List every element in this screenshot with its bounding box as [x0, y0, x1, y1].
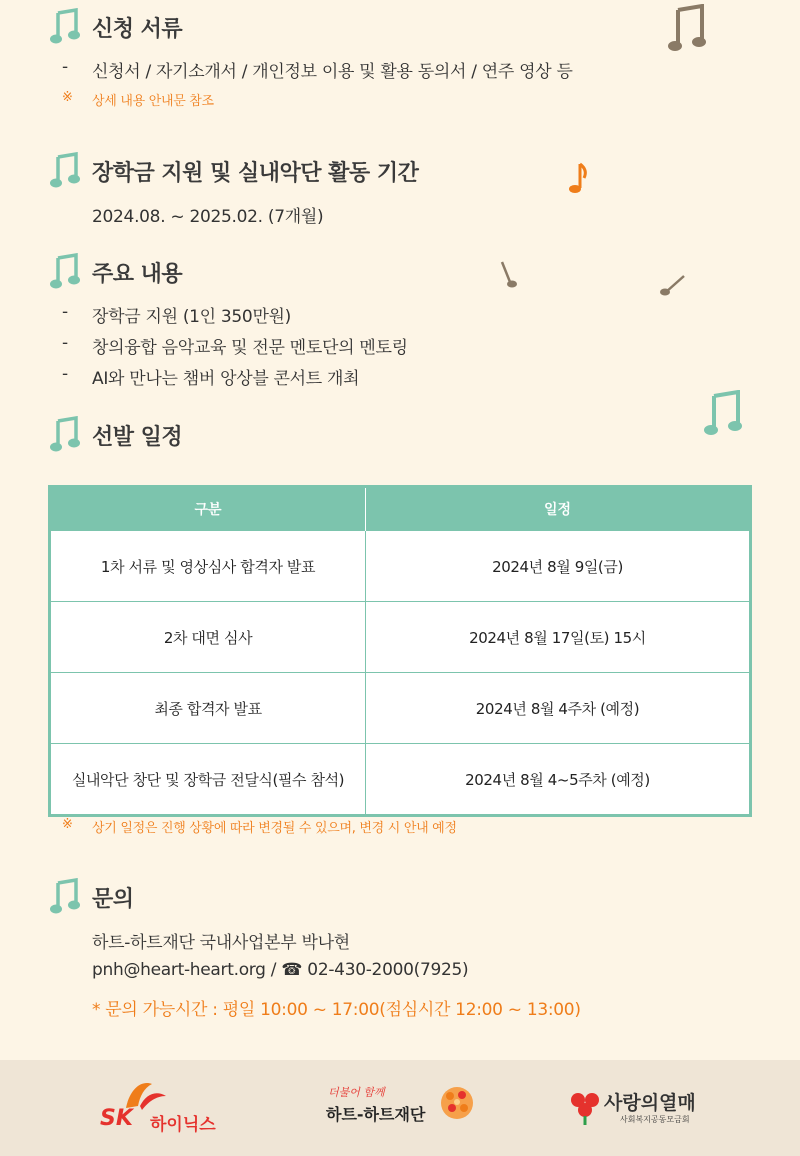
section-heading-period	[50, 152, 418, 190]
bullet-dash: -	[62, 302, 69, 322]
section-title: 주요 내용	[92, 261, 183, 287]
table-row	[50, 673, 751, 744]
music-note-icon	[50, 253, 80, 291]
content-item: AI와 만나는 챔버 앙상블 콘서트 개최	[92, 369, 360, 389]
music-note-icon	[704, 390, 744, 440]
table-cell: 2024년 8월 4~5주차 (예정)	[366, 744, 751, 816]
table-row	[50, 602, 751, 673]
table-cell: 1차 서류 및 영상심사 합격자 발표	[50, 531, 366, 602]
heart-heart-logo	[326, 1084, 486, 1134]
bullet-dash: -	[62, 333, 69, 353]
music-note-icon	[566, 162, 590, 196]
table-cell: 최종 합격자 발표	[50, 673, 366, 744]
section-heading-docs	[50, 8, 182, 46]
period-text: 2024.08. ~ 2025.02. (7개월)	[92, 207, 324, 227]
love-fruit-icon	[568, 1090, 602, 1126]
schedule-note: 상기 일정은 진행 상황에 따라 변경될 수 있으며, 변경 시 안내 예정	[92, 821, 457, 836]
phone-icon: ☎	[281, 960, 303, 980]
table-row	[50, 531, 751, 602]
table-cell: 실내악단 창단 및 장학금 전달식(필수 참석)	[50, 744, 366, 816]
docs-note: 상세 내용 안내문 참조	[92, 94, 214, 109]
music-note-icon	[658, 272, 688, 298]
bullet-dash: -	[62, 364, 69, 384]
content-item: 창의융합 음악교육 및 전문 멘토단의 멘토링	[92, 338, 408, 358]
bullet-dash: -	[62, 57, 69, 77]
content-item: 장학금 지원 (1인 350만원)	[92, 307, 292, 327]
music-note-icon	[50, 878, 80, 916]
section-title: 장학금 지원 및 실내악단 활동 기간	[92, 160, 419, 186]
footer	[0, 1060, 800, 1156]
sk-name: 하이닉스	[150, 1115, 216, 1135]
table-cell: 2024년 8월 4주차 (예정)	[366, 673, 751, 744]
music-note-icon	[50, 152, 80, 190]
contact-email[interactable]: pnh@heart-heart.org /	[92, 960, 282, 980]
column-header: 구분	[50, 487, 366, 531]
contact-phone: 02-430-2000(7925)	[302, 960, 469, 980]
section-heading-contact	[50, 878, 134, 916]
table-header-row	[50, 487, 751, 531]
table-cell: 2차 대면 심사	[50, 602, 366, 673]
table-row	[50, 744, 751, 816]
section-title: 신청 서류	[92, 16, 183, 42]
docs-item: 신청서 / 자기소개서 / 개인정보 이용 및 활용 동의서 / 연주 영상 등	[92, 62, 573, 82]
section-title: 선발 일정	[92, 424, 183, 450]
love-sub: 사회복지공동모금회	[620, 1115, 690, 1124]
column-header: 일정	[366, 487, 751, 531]
love-fruit-logo	[568, 1088, 718, 1132]
heart-mosaic-icon	[440, 1086, 474, 1120]
table-cell: 2024년 8월 9일(금)	[366, 531, 751, 602]
love-name: 사랑의열매	[604, 1092, 696, 1114]
section-title: 문의	[92, 886, 134, 912]
music-note-icon	[668, 4, 708, 56]
schedule-table	[48, 485, 752, 817]
sk-brand: SK	[100, 1106, 133, 1131]
heart-name: 하트-하트재단	[326, 1105, 426, 1124]
music-note-icon	[50, 416, 80, 454]
contact-hours: * 문의 가능시간 : 평일 10:00 ~ 17:00(점심시간 12:00 ~ 13:00)	[92, 1000, 581, 1020]
section-heading-content	[50, 253, 182, 291]
music-note-icon	[50, 8, 80, 46]
contact-line	[92, 960, 468, 980]
heart-tagline: 더불어 함께	[328, 1086, 385, 1099]
section-heading-schedule	[50, 416, 182, 454]
note-mark: ※	[62, 817, 73, 832]
table-cell: 2024년 8월 17일(토) 15시	[366, 602, 751, 673]
contact-org: 하트-하트재단 국내사업본부 박나현	[92, 933, 350, 953]
music-note-icon	[498, 260, 520, 290]
note-mark: ※	[62, 90, 73, 105]
sk-hynix-logo	[100, 1078, 230, 1138]
